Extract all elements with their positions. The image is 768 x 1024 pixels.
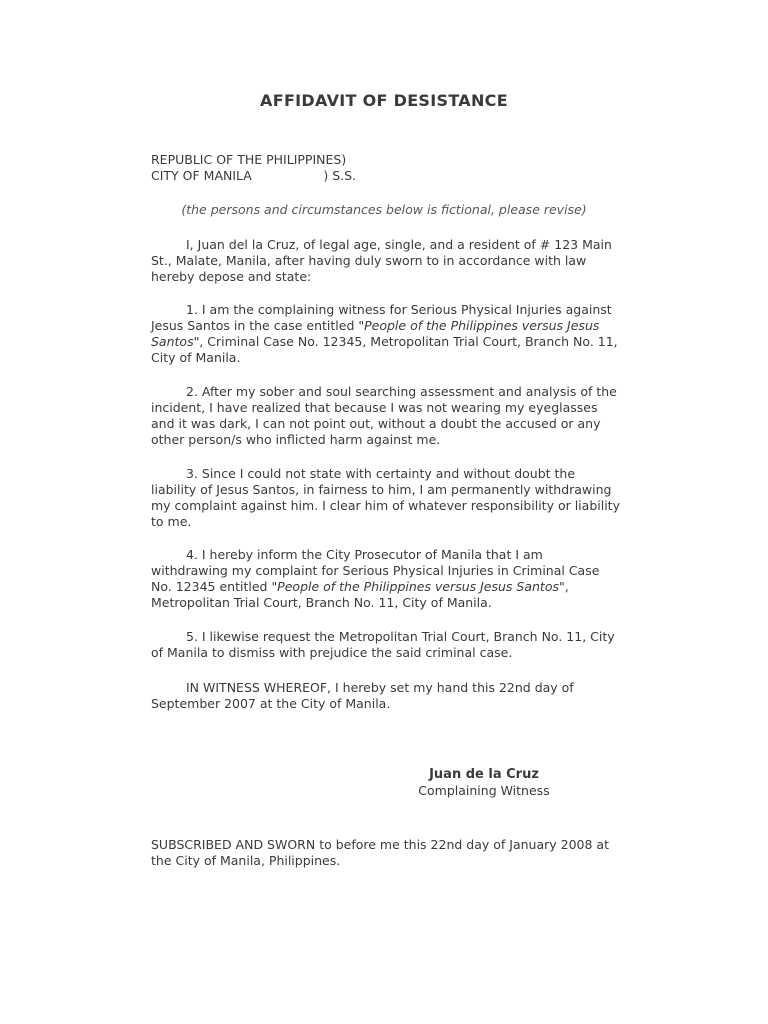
- paragraph-1-case-title: "People of the Philippines versus Jesus Santos": [151, 318, 600, 349]
- paragraph-4-text-end: , Metropolitan Trial Court, Branch No. 11, City of Manila.: [151, 579, 569, 610]
- venue-block: [151, 152, 621, 184]
- paragraph-4-case-title: "People of the Philippines versus Jesus Santos": [271, 579, 565, 594]
- fictional-note: (the persons and circumstances below is fictional, please revise): [181, 202, 587, 217]
- intro-paragraph: I, Juan del la Cruz, of legal age, single, and a resident of # 123 Main St., Malate, Manila, after having duly sworn to in accordance with law hereby depose and state:: [151, 237, 612, 284]
- document-title: AFFIDAVIT OF DESISTANCE: [260, 91, 508, 110]
- paragraph-4: [151, 547, 621, 611]
- signatory-name: Juan de la Cruz: [429, 767, 539, 782]
- venue-city: CITY OF MANILA ) S.S.: [151, 168, 357, 183]
- signatory-role: Complaining Witness: [418, 783, 550, 798]
- paragraph-1-text-end: , Criminal Case No. 12345, Metropolitan Trial Court, Branch No. 11, City of Manila.: [151, 334, 618, 365]
- venue-republic: REPUBLIC OF THE PHILIPPINES): [151, 152, 347, 167]
- paragraph-4-text: 4. I hereby inform the City Prosecutor of Manila that I am withdrawing my complaint for Serious Physical Injuries in Criminal Case No. 12345 entitled: [151, 547, 600, 594]
- witness-paragraph: IN WITNESS WHEREOF, I hereby set my hand this 22nd day of September 2007 at the City of Manila.: [151, 680, 574, 711]
- jurat-paragraph: SUBSCRIBED AND SWORN to before me this 22nd day of January 2008 at the City of Manila, Philippines.: [151, 837, 609, 868]
- paragraph-2: 2. After my sober and soul searching assessment and analysis of the incident, I have realized that because I was not wearing my eyeglasses and it was dark, I can not point out, without a doubt the accused or any other person/s who inflicted harm against me.: [151, 384, 617, 447]
- paragraph-5: 5. I likewise request the Metropolitan Trial Court, Branch No. 11, City of Manila to dismiss with prejudice the said criminal case.: [151, 629, 615, 660]
- signature-block: [384, 767, 584, 799]
- paragraph-1-text: 1. I am the complaining witness for Serious Physical Injuries against Jesus Santos in the case entitled: [151, 302, 612, 333]
- paragraph-1: [151, 302, 621, 366]
- paragraph-3: 3. Since I could not state with certainty and without doubt the liability of Jesus Santos, in fairness to him, I am permanently withdrawing my complaint against him. I clear him of whatever responsibility or liability to me.: [151, 466, 620, 529]
